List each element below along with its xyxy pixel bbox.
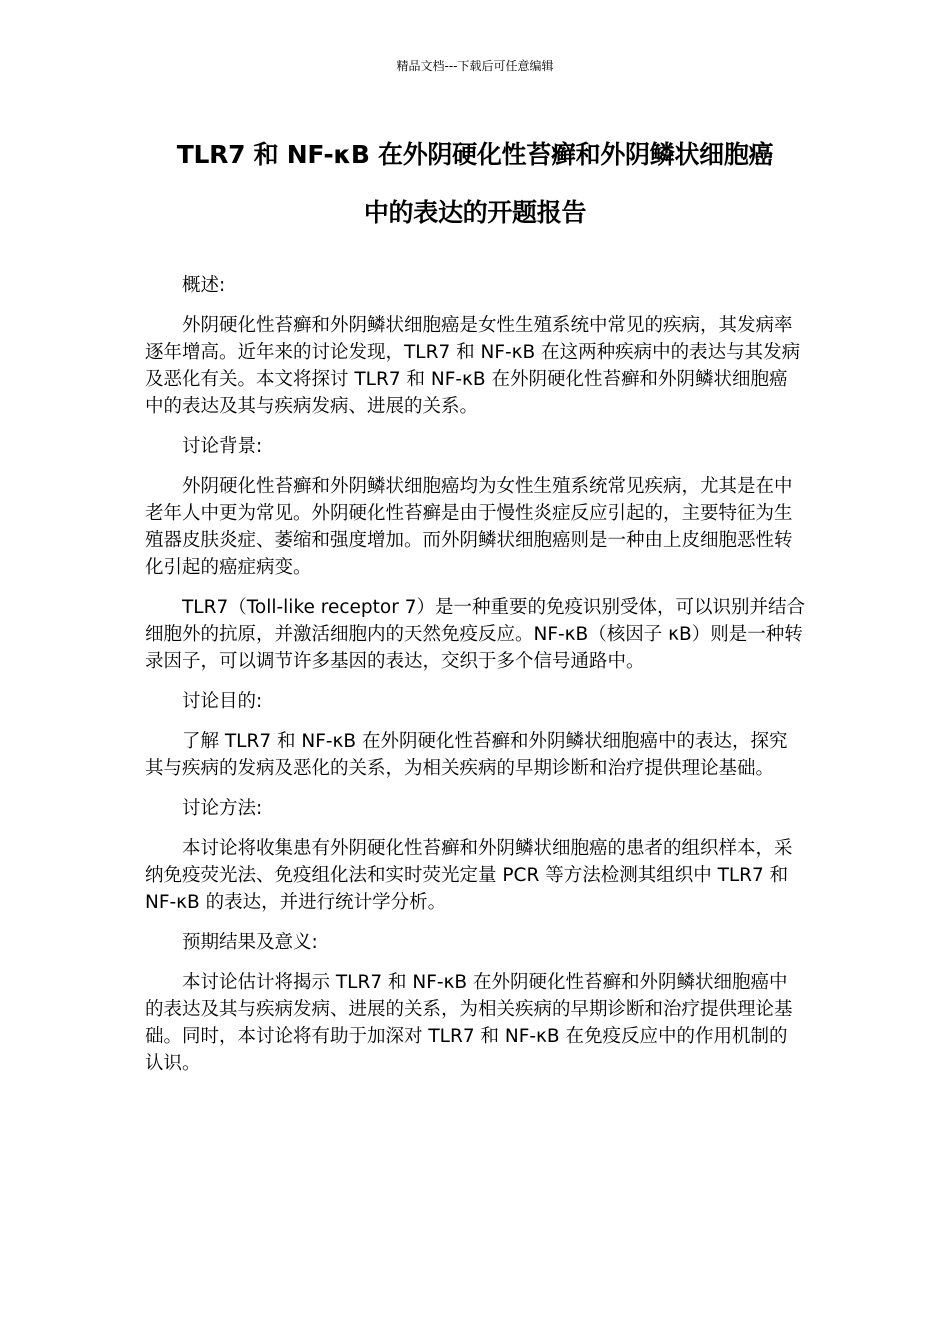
section-heading-background: 讨论背景: xyxy=(182,436,263,457)
section-heading-overview: 概述: xyxy=(182,275,226,296)
section-body-expected: 本讨论估计将揭示 TLR7 和 NF-κB 在外阴硬化性苔癣和外阴鳞状细胞癌中的表达及其与疾病发病、进展的关系，为相关疾病的早期诊断和治疗提供理论基础。同时，本讨论将有助于加深对 TLR7 和 NF-κB 在免疫反应中的作用机制的认识。 xyxy=(145,972,793,1074)
document-body xyxy=(145,272,805,1090)
section-body-background-2: TLR7（Toll-like receptor 7）是一种重要的免疫识别受体，可以识别并结合细胞外的抗原，并激活细胞内的天然免疫反应。NF-κB（核因子 κB）则是一种转录因子，可以调节许多基因的表达，交织于多个信号通路中。 xyxy=(145,597,805,672)
section-body-overview: 外阴硬化性苔癣和外阴鳞状细胞癌是女性生殖系统中常见的疾病，其发病率逐年增高。近年来的讨论发现，TLR7 和 NF-κB 在这两种疾病中的表达与其发病及恶化有关。本文将探讨 TLR7 和 NF-κB 在外阴硬化性苔癣和外阴鳞状细胞癌中的表达及其与疾病发病、进展的关系。 xyxy=(145,315,801,417)
section-body-purpose: 了解 TLR7 和 NF-κB 在外阴硬化性苔癣和外阴鳞状细胞癌中的表达，探究其与疾病的发病及恶化的关系，为相关疾病的早期诊断和治疗提供理论基础。 xyxy=(145,731,788,779)
document-title-line-2: 中的表达的开题报告 xyxy=(363,198,587,227)
section-body-background-1: 外阴硬化性苔癣和外阴鳞状细胞癌均为女性生殖系统常见疾病，尤其是在中老年人中更为常见。外阴硬化性苔癣是由于慢性炎症反应引起的，主要特征为生殖器皮肤炎症、萎缩和强度增加。而外阴鳞状细胞癌则是一种由上皮细胞恶性转化引起的癌症病变。 xyxy=(145,476,793,578)
document-title-line-1: TLR7 和 NF-κB 在外阴硬化性苔癣和外阴鳞状细胞癌 xyxy=(176,140,774,169)
page-header: 精品文档---下载后可任意编辑 xyxy=(396,59,554,73)
section-heading-methods: 讨论方法: xyxy=(182,798,263,819)
section-heading-purpose: 讨论目的: xyxy=(182,691,263,712)
section-heading-expected: 预期结果及意义: xyxy=(182,932,318,953)
section-body-methods: 本讨论将收集患有外阴硬化性苔癣和外阴鳞状细胞癌的患者的组织样本，采纳免疫荧光法、免疫组化法和实时荧光定量 PCR 等方法检测其组织中 TLR7 和 NF-κB 的表达，并进行统计学分析。 xyxy=(145,838,793,913)
